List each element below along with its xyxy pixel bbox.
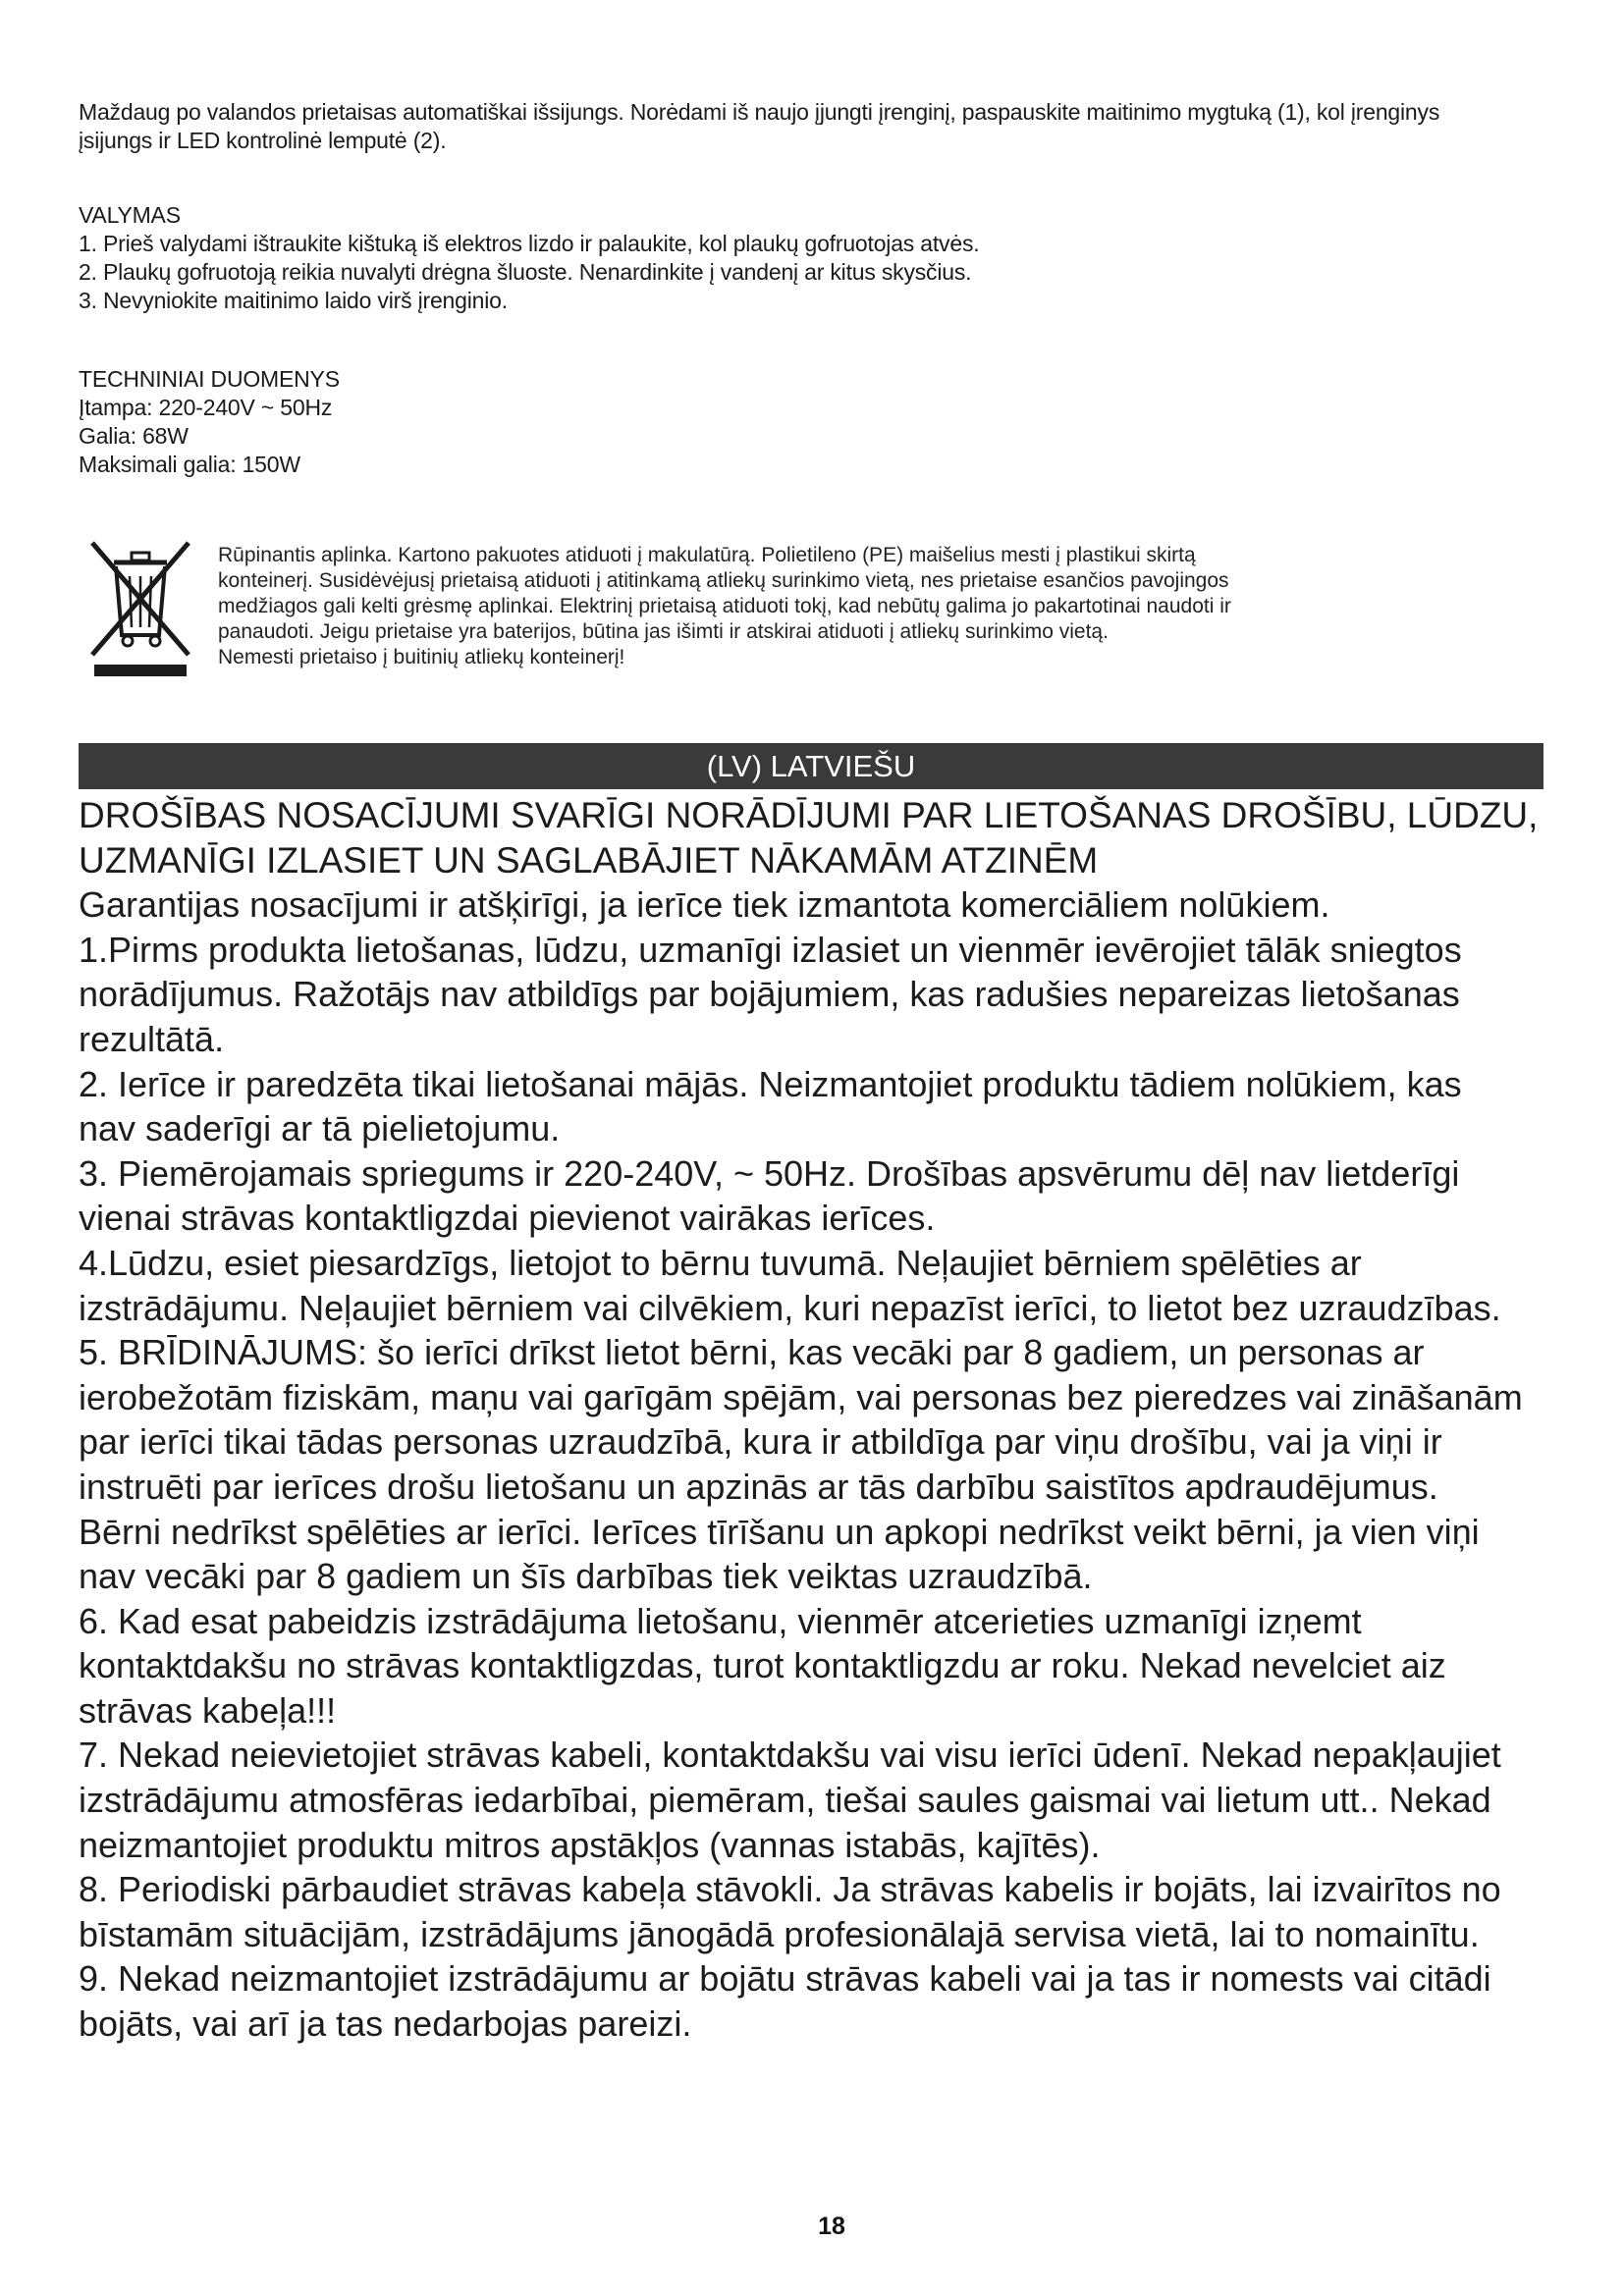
- latvian-line: 1.Pirms produkta lietošanas, lūdzu, uzmanīgi izlasiet un vienmēr ievērojiet tālāk sniegtos: [79, 929, 1462, 970]
- latvian-body: [79, 882, 1551, 2046]
- auto-shutoff-paragraph: [79, 98, 1551, 155]
- tech-line: Galia: 68W: [79, 423, 189, 449]
- latvian-line: kontaktdakšu no strāvas kontaktligzdas, turot kontaktligzdu ar roku. Nekad nevelciet aiz: [79, 1645, 1446, 1686]
- latvian-line: 6. Kad esat pabeidzis izstrādājuma lietošanu, vienmēr atcerieties uzmanīgi izņemt: [79, 1600, 1362, 1641]
- latvian-line: norādījumus. Ražotājs nav atbildīgs par bojājumiem, kas radušies nepareizas lietošanas: [79, 974, 1460, 1015]
- tech-title: TECHNINIAI DUOMENYS: [79, 366, 340, 392]
- latvian-line: 3. Piemērojamais spriegums ir 220-240V, ~ 50Hz. Drošības apsvērumu dēļ nav lietderīgi: [79, 1152, 1460, 1194]
- cleaning-item: 1. Prieš valydami ištraukite kištuką iš elektros lizdo ir palaukite, kol plaukų gofruotojas atvės.: [79, 231, 980, 256]
- latvian-line: 4.Lūdzu, esiet piesardzīgs, lietojot to bērnu tuvumā. Neļaujiet bērniem spēlēties ar: [79, 1242, 1362, 1283]
- latvian-heading-line: DROŠĪBAS NOSACĪJUMI SVARĪGI NORĀDĪJUMI PAR LIETOŠANAS DROŠĪBU, LŪDZU,: [79, 795, 1539, 835]
- environment-line: panaudoti. Jeigu prietaise yra baterijos, būtina jas išimti ir atskirai atiduoti į atliekų surinkimo vietą.: [218, 620, 1109, 643]
- tech-line: Maksimali galia: 150W: [79, 452, 300, 477]
- latvian-heading-line: UZMANĪGI IZLASIET UN SAGLABĀJIET NĀKAMĀM ATZINĒM: [79, 839, 1099, 881]
- cleaning-section: [79, 201, 1551, 315]
- environment-line: konteinerį. Susidėvėjusį prietaisą atiduoti į atitinkamą atliekų surinkimo vietą, nes prietaise esančios pavojingos: [218, 569, 1229, 592]
- intro-line: įsijungs ir LED kontrolinė lemputė (2).: [79, 128, 447, 153]
- latvian-line: rezultātā.: [79, 1018, 225, 1059]
- latvian-line: bīstamām situācijām, izstrādājums jānogādā profesionālajā servisa vietā, lai to nomainītu.: [79, 1913, 1480, 1954]
- latvian-line: 9. Nekad neizmantojiet izstrādājumu ar bojātu strāvas kabeli vai ja tas ir nomests vai citādi: [79, 1958, 1491, 2000]
- latvian-line: izstrādājumu atmosfēras iedarbībai, piemēram, tiešai saules gaismai vai lietum utt.. Nekad: [79, 1780, 1491, 1821]
- tech-data-section: [79, 365, 1551, 479]
- latvian-line: instruēti par ierīces drošu lietošanu un apzinās ar tās darbību saistītos apdraudējumus.: [79, 1466, 1438, 1507]
- cleaning-item: 2. Plaukų gofruotoją reikia nuvalyti drėgna šluoste. Nenardinkite į vandenį ar kitus skysčius.: [79, 259, 972, 285]
- latvian-line: 8. Periodiski pārbaudiet strāvas kabeļa stāvokli. Ja strāvas kabelis ir bojāts, lai izvairītos no: [79, 1869, 1501, 1910]
- environment-line: Nemesti prietaiso į buitinių atliekų konteinerį!: [218, 646, 625, 668]
- latvian-section: [79, 793, 1551, 2047]
- latvian-line: Bērni nedrīkst spēlēties ar ierīci. Ierīces tīrīšanu un apkopi nedrīkst veikt bērni, ja vien viņi: [79, 1511, 1480, 1552]
- latvian-line: vienai strāvas kontaktligzdai pievienot vairākas ierīces.: [79, 1198, 936, 1239]
- latvian-line: neizmantojiet produktu mitros apstākļos (vannas istabās, kajītēs).: [79, 1824, 1101, 1865]
- environment-notice: [218, 543, 1534, 670]
- latvian-line: ierobežotām fiziskām, maņu vai garīgām spējām, vai personas bez pieredzes vai zināšanām: [79, 1376, 1523, 1417]
- latvian-line: bojāts, vai arī ja tas nedarbojas pareizi.: [79, 2003, 692, 2045]
- weee-crossed-bin-icon: [86, 535, 194, 682]
- language-header-bar: (LV) LATVIEŠU: [79, 743, 1543, 789]
- latvian-line: nav vecāki par 8 gadiem un šīs darbības tiek veiktas uzraudzībā.: [79, 1556, 1093, 1597]
- latvian-line: Garantijas nosacījumi ir atšķirīgi, ja ierīce tiek izmantota komerciāliem nolūkiem.: [79, 884, 1330, 926]
- latvian-line: 7. Nekad neievietojiet strāvas kabeli, kontaktdakšu vai visu ierīci ūdenī. Nekad nepakļaujiet: [79, 1735, 1501, 1776]
- page-number: 18: [818, 2213, 845, 2240]
- latvian-line: 2. Ierīce ir paredzēta tikai lietošanai mājās. Neizmantojiet produktu tādiem nolūkiem, kas: [79, 1063, 1462, 1104]
- cleaning-item: 3. Nevyniokite maitinimo laido virš įrenginio.: [79, 288, 508, 313]
- latvian-line: strāvas kabeļa!!!: [79, 1689, 337, 1731]
- latvian-line: par ierīci tikai tādas personas uzraudzībā, kura ir atbildīga par viņu drošību, vai ja viņi ir: [79, 1421, 1442, 1463]
- tech-line: Įtampa: 220-240V ~ 50Hz: [79, 395, 333, 420]
- environment-line: Rūpinantis aplinka. Kartono pakuotes atiduoti į makulatūrą. Polietileno (PE) maišelius mesti į plastikui skirtą: [218, 544, 1196, 566]
- intro-line: Maždaug po valandos prietaisas automatiškai išsijungs. Norėdami iš naujo įjungti įrenginį, paspauskite maitinimo mygtuką (1), kol įrenginys: [79, 99, 1440, 125]
- cleaning-title: VALYMAS: [79, 202, 181, 228]
- latvian-line: 5. BRĪDINĀJUMS: šo ierīci drīkst lietot bērni, kas vecāki par 8 gadiem, un personas ar: [79, 1332, 1425, 1373]
- environment-line: medžiagos gali kelti grėsmę aplinkai. Elektrinį prietaisą atiduoti tokį, kad nebūtų galima jo pakartotinai naudoti ir: [218, 595, 1231, 617]
- latvian-line: nav saderīgi ar tā pielietojumu.: [79, 1108, 561, 1149]
- latvian-line: izstrādājumu. Neļaujiet bērniem vai cilvēkiem, kuri nepazīst ierīci, to lietot bez uzraudzības.: [79, 1287, 1501, 1328]
